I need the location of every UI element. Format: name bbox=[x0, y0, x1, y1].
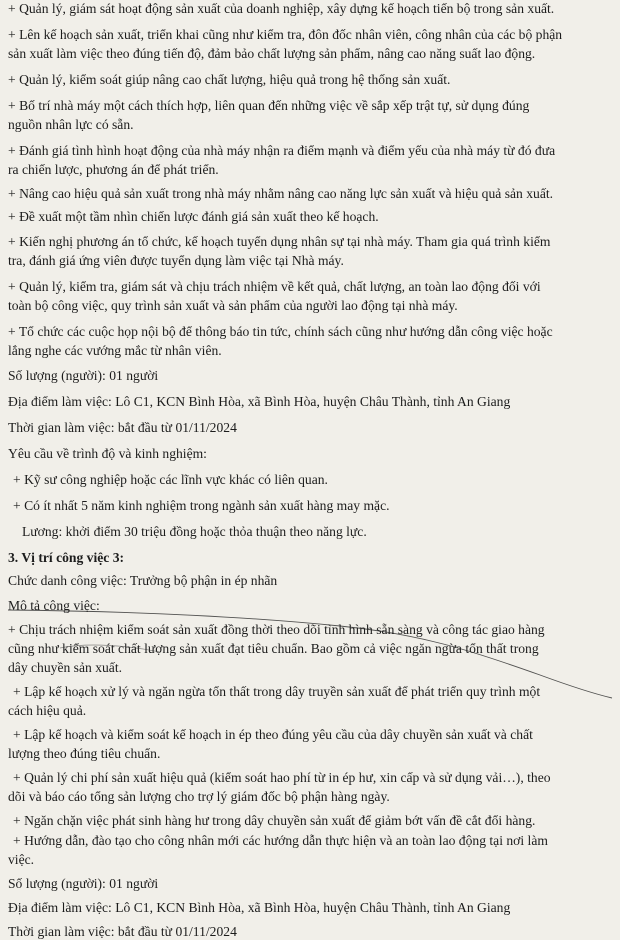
duty-line: + Hướng dẫn, đào tạo cho công nhân mới các hướng dẫn thực hiện và an toàn lao động tại nơi làm bbox=[13, 833, 548, 848]
headcount: Số lượng (người): 01 người bbox=[8, 876, 159, 891]
duty-line: việc. bbox=[8, 852, 35, 867]
duty-line: ra chiến lược, phương án để phát triển. bbox=[8, 162, 219, 177]
work-location: Địa điểm làm việc: Lô C1, KCN Bình Hòa, xã Bình Hòa, huyện Châu Thành, tỉnh An Giang bbox=[8, 394, 511, 409]
duty-line: + Tổ chức các cuộc họp nội bộ để thông báo tin tức, chính sách cũng như hướng dẫn công việc hoặc bbox=[8, 324, 553, 339]
duty-line: + Quản lý chi phí sản xuất hiệu quả (kiểm soát hao phí từ in ép hư, xin cấp và sử dụng vải…), theo bbox=[13, 770, 551, 785]
start-date: Thời gian làm việc: bắt đầu từ 01/11/2024 bbox=[8, 924, 237, 939]
duty-line: + Lên kế hoạch sản xuất, triển khai cũng như kiểm tra, đôn đốc nhân viên, công nhân của các bộ phận bbox=[8, 27, 563, 42]
duty-line: + Lập kế hoạch xử lý và ngăn ngừa tổn thất trong dây truyền sản xuất để phát triển quy trình một bbox=[13, 684, 541, 699]
duty-line: + Lập kế hoạch và kiểm soát kế hoạch in ép theo đúng yêu cầu của dây chuyền sản xuất và chất bbox=[13, 727, 533, 742]
requirement-line: + Có ít nhất 5 năm kinh nghiệm trong ngành sản xuất hàng may mặc. bbox=[13, 498, 390, 513]
duty-line: + Đánh giá tình hình hoạt động của nhà máy nhận ra điểm mạnh và điểm yếu của nhà máy từ đó đưa bbox=[8, 143, 556, 158]
start-date: Thời gian làm việc: bắt đầu từ 01/11/2024 bbox=[8, 420, 237, 435]
job-title: Chức danh công việc: Trưởng bộ phận in ép nhãn bbox=[8, 573, 278, 588]
requirement-line: + Kỹ sư công nghiệp hoặc các lĩnh vực khác có liên quan. bbox=[13, 472, 328, 487]
duty-line: + Ngăn chặn việc phát sinh hàng hư trong dây chuyền sản xuất để giảm bớt vấn đề cắt đổi hàng. bbox=[13, 813, 536, 828]
duty-line: + Chịu trách nhiệm kiểm soát sản xuất đồng thời theo dõi tình hình sẵn sàng và công tác giao hàng bbox=[8, 622, 545, 637]
requirements-heading: Yêu cầu về trình độ và kinh nghiệm: bbox=[8, 446, 207, 461]
duty-line: + Quản lý, kiểm tra, giám sát và chịu trách nhiệm về kết quả, chất lượng, an toàn lao động đối với bbox=[8, 279, 541, 294]
duty-line: toàn bộ công việc, quy trình sản xuất và sản phẩm của người lao động tại nhà máy. bbox=[8, 298, 458, 313]
duty-line: dõi và báo cáo tổng sản lượng cho trợ lý giám đốc bộ phận hàng ngày. bbox=[8, 789, 390, 804]
duty-line: lượng theo đúng tiêu chuẩn. bbox=[8, 746, 161, 761]
duty-line: cũng như kiểm soát chất lượng sản xuất đạt tiêu chuẩn. Bao gồm cả việc ngăn ngừa tổn thất trong bbox=[8, 641, 539, 656]
work-location: Địa điểm làm việc: Lô C1, KCN Bình Hòa, xã Bình Hòa, huyện Châu Thành, tỉnh An Giang bbox=[8, 900, 511, 915]
duty-line: lắng nghe các vướng mắc từ nhân viên. bbox=[8, 343, 222, 358]
salary-line: Lương: khởi điểm 30 triệu đồng hoặc thỏa thuận theo năng lực. bbox=[22, 524, 367, 539]
duty-line: cách hiệu quả. bbox=[8, 703, 87, 718]
description-heading: Mô tả công việc: bbox=[8, 598, 100, 613]
duty-line: + Quản lý, giám sát hoạt động sản xuất của doanh nghiệp, xây dựng kế hoạch tiến bộ trong sản xuất. bbox=[8, 1, 555, 16]
duty-line: tra, đánh giá ứng viên được tuyển dụng làm việc tại Nhà máy. bbox=[8, 253, 344, 268]
headcount: Số lượng (người): 01 người bbox=[8, 368, 159, 383]
duty-line: + Nâng cao hiệu quả sản xuất trong nhà máy nhằm nâng cao năng lực sản xuất và hiệu quả sản xuất. bbox=[8, 186, 554, 201]
duty-line: + Quản lý, kiểm soát giúp nâng cao chất lượng, hiệu quả trong hệ thống sản xuất. bbox=[8, 72, 451, 87]
duty-line: nguồn nhân lực có sẵn. bbox=[8, 117, 134, 132]
duty-line: + Bố trí nhà máy một cách thích hợp, liên quan đến những việc về sắp xếp trật tự, sử dụng đúng bbox=[8, 98, 530, 113]
duty-line: + Kiến nghị phương án tổ chức, kế hoạch tuyển dụng nhân sự tại nhà máy. Tham gia quá trình kiểm bbox=[8, 234, 551, 249]
duty-line: sản xuất làm việc theo đúng tiến độ, đảm bảo chất lượng sản phẩm, nâng cao năng suất lao động. bbox=[8, 46, 536, 61]
section-heading: 3. Vị trí công việc 3: bbox=[8, 550, 125, 565]
duty-line: + Đề xuất một tầm nhìn chiến lược đánh giá sản xuất theo kế hoạch. bbox=[8, 209, 379, 224]
duty-line: dây chuyền sản xuất. bbox=[8, 660, 123, 675]
